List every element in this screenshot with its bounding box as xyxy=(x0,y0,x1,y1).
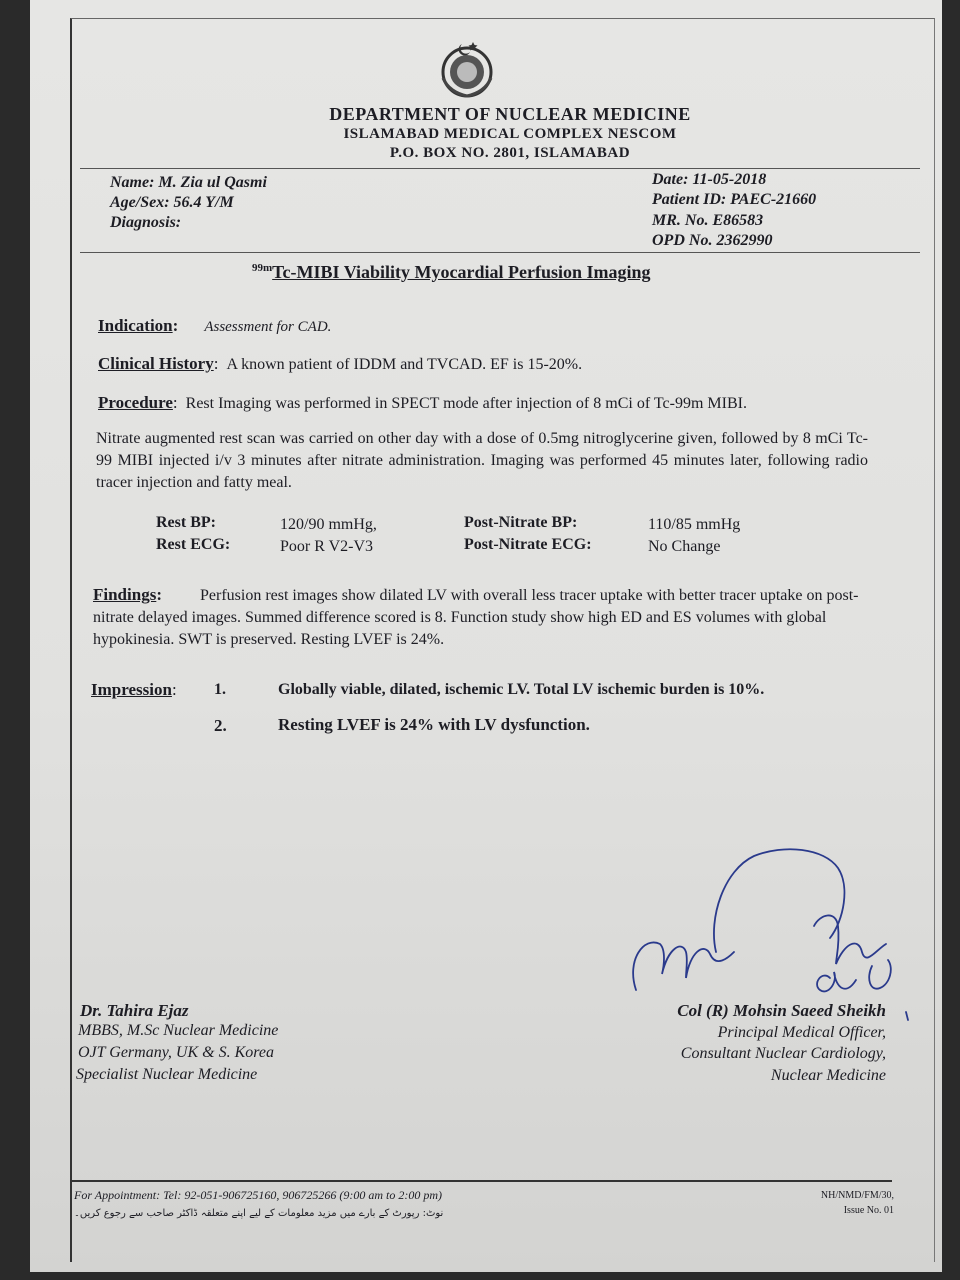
right-signatory-department: Nuclear Medicine xyxy=(770,1067,886,1084)
isotope-superscript: 99m xyxy=(252,262,273,274)
report-date: Date: 11-05-2018 xyxy=(652,171,767,188)
left-signatory-training: OJT Germany, UK & S. Korea xyxy=(78,1044,274,1061)
findings-text: Perfusion rest images show dilated LV with overall less tracer uptake with better tracer uptake on post-nitrate delayed images. Summed difference scored is 8. Function study show high ED and ES volumes with global hypokinesia. SWT is preserved. Resting LVEF is 24%. xyxy=(93,587,859,648)
right-signatory-specialty: Consultant Nuclear Cardiology, xyxy=(680,1045,886,1062)
findings-label: Findings xyxy=(93,585,157,604)
rest-bp-value: 120/90 mmHg, xyxy=(280,516,377,533)
patient-name: Name: M. Zia ul Qasmi xyxy=(110,174,267,191)
urdu-note: نوٹ: رپورٹ کے بارے میں مزید معلومات کے لیے اپنے متعلقہ ڈاکٹر صاحب سے رجوع کریں۔ xyxy=(74,1208,444,1219)
clinical-history-label: Clinical History xyxy=(98,354,214,373)
complex-name: ISLAMABAD MEDICAL COMPLEX NESCOM xyxy=(343,126,677,142)
post-nitrate-ecg-label: Post-Nitrate ECG: xyxy=(464,536,592,553)
rest-ecg-label: Rest ECG: xyxy=(156,536,231,553)
rest-ecg-value: Poor R V2-V3 xyxy=(280,538,374,555)
indication-label: Indication xyxy=(98,316,173,335)
left-signatory-title: Specialist Nuclear Medicine xyxy=(76,1066,258,1083)
left-signatory-name: Dr. Tahira Ejaz xyxy=(80,1001,189,1020)
patient-age-sex: Age/Sex: 56.4 Y/M xyxy=(110,194,234,211)
procedure-row: Procedure: Rest Imaging was performed in SPECT mode after injection of 8 mCi of Tc-99m MIBI. xyxy=(98,393,747,412)
footer-divider xyxy=(72,1180,892,1182)
divider xyxy=(80,168,920,169)
mr-number: MR. No. E86583 xyxy=(652,212,764,229)
indication-row: Indication: Assessment for CAD. xyxy=(98,316,332,335)
rest-bp-label: Rest BP: xyxy=(156,514,216,531)
report-title xyxy=(252,262,651,283)
procedure-paragraph: Nitrate augmented rest scan was carried on other day with a dose of 0.5mg nitroglycerine given, followed by 8 mCi Tc-99 MIBI injected i/v 3 minutes after nitrate administration. Imaging was performed 45 minutes later, following radio tracer injection and fatty meal. xyxy=(96,430,868,491)
procedure-text: Rest Imaging was performed in SPECT mode after injection of 8 mCi of Tc-99m MIBI. xyxy=(185,395,747,412)
clinical-history-row: Clinical History: A known patient of IDDM and TVCAD. EF is 15-20%. xyxy=(98,354,583,373)
procedure-label: Procedure xyxy=(98,393,173,412)
form-number: NH/NMD/FM/30, xyxy=(820,1190,894,1201)
impression-item-text: Resting LVEF is 24% with LV dysfunction. xyxy=(278,715,590,734)
indication-text: Assessment for CAD. xyxy=(204,319,332,335)
impression-item-number: 2. xyxy=(214,716,227,735)
post-nitrate-bp-value: 110/85 mmHg xyxy=(648,516,741,533)
impression-item-number: 1. xyxy=(214,681,226,698)
report-title-text: Tc-MIBI Viability Myocardial Perfusion Imaging xyxy=(272,262,651,282)
right-signatory-title: Principal Medical Officer, xyxy=(717,1024,886,1041)
opd-number: OPD No. 2362990 xyxy=(652,232,773,249)
report-page xyxy=(30,0,942,1272)
clinical-history-text: A known patient of IDDM and TVCAD. EF is 15-20%. xyxy=(226,356,583,373)
impression-label: Impression xyxy=(91,680,172,699)
appointment-info: For Appointment: Tel: 92-051-906725160, 906725266 (9:00 am to 2:00 pm) xyxy=(74,1188,442,1202)
right-signatory-name: Col (R) Mohsin Saeed Sheikh xyxy=(677,1001,886,1020)
post-nitrate-bp-label: Post-Nitrate BP: xyxy=(464,514,578,531)
department-title: DEPARTMENT OF NUCLEAR MEDICINE xyxy=(329,104,691,124)
emblem-icon xyxy=(435,38,499,100)
patient-id: Patient ID: PAEC-21660 xyxy=(652,191,817,208)
impression-label-row: Impression: xyxy=(91,680,177,699)
left-signatory-credentials: MBBS, M.Sc Nuclear Medicine xyxy=(78,1022,279,1039)
patient-diagnosis: Diagnosis: xyxy=(110,214,182,231)
post-nitrate-ecg-value: No Change xyxy=(648,538,721,555)
issue-number: Issue No. 01 xyxy=(843,1205,894,1216)
impression-item-text: Globally viable, dilated, ischemic LV. Total LV ischemic burden is 10%. xyxy=(278,681,765,698)
address: P.O. BOX NO. 2801, ISLAMABAD xyxy=(389,145,631,161)
findings-block: Findings: Perfusion rest images show dilated LV with overall less tracer uptake with better tracer uptake on post-nitrate delayed images. Summed difference scored is 8. Function study show high ED and ES volumes with global hypokinesia. SWT is preserved. Resting LVEF is 24%. xyxy=(93,585,859,648)
divider xyxy=(80,252,920,253)
